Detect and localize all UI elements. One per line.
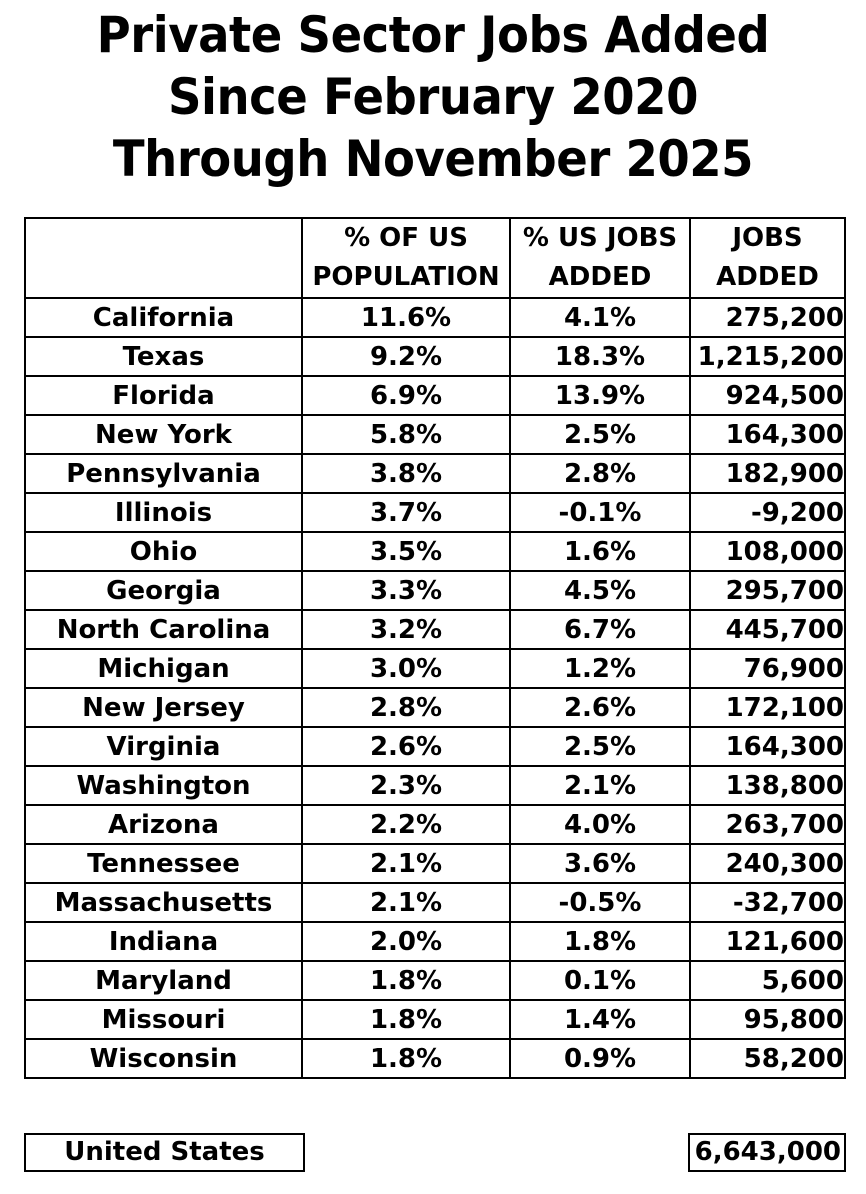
state-cell: Pennsylvania — [25, 454, 302, 493]
pct-jobs-cell: 3.6% — [510, 844, 690, 883]
pct-population-cell: 2.1% — [302, 883, 510, 922]
pct-jobs-cell: -0.1% — [510, 493, 690, 532]
pct-jobs-cell: 0.1% — [510, 961, 690, 1000]
jobs-table — [24, 217, 846, 1079]
jobs-added-cell: 138,800 — [690, 766, 845, 805]
state-cell: Florida — [25, 376, 302, 415]
header-pct-population — [302, 218, 510, 298]
pct-population-cell: 5.8% — [302, 415, 510, 454]
table-row — [25, 610, 845, 649]
state-cell: Georgia — [25, 571, 302, 610]
table-body — [25, 298, 845, 1078]
pct-jobs-cell: 1.2% — [510, 649, 690, 688]
jobs-added-cell: -32,700 — [690, 883, 845, 922]
jobs-added-cell: 164,300 — [690, 727, 845, 766]
state-cell: Washington — [25, 766, 302, 805]
state-cell: Illinois — [25, 493, 302, 532]
jobs-added-cell: 164,300 — [690, 415, 845, 454]
pct-population-cell: 3.5% — [302, 532, 510, 571]
state-cell: California — [25, 298, 302, 337]
pct-population-cell: 3.0% — [302, 649, 510, 688]
pct-population-cell: 6.9% — [302, 376, 510, 415]
total-label: United States — [24, 1133, 305, 1172]
pct-jobs-cell: 2.8% — [510, 454, 690, 493]
header-pct-population-line1: % OF US — [344, 223, 468, 253]
state-cell: Indiana — [25, 922, 302, 961]
jobs-added-cell: 121,600 — [690, 922, 845, 961]
header-pct-population-line2: POPULATION — [312, 262, 500, 292]
table-row — [25, 961, 845, 1000]
header-pct-jobs-line1: % US JOBS — [522, 223, 678, 253]
pct-jobs-cell: 2.5% — [510, 727, 690, 766]
total-jobs-value: 6,643,000 — [688, 1133, 846, 1172]
jobs-added-cell: 240,300 — [690, 844, 845, 883]
title-line-2: Since February 2020 — [168, 68, 698, 126]
jobs-added-cell: 445,700 — [690, 610, 845, 649]
table-row — [25, 805, 845, 844]
table-row — [25, 883, 845, 922]
state-cell: Texas — [25, 337, 302, 376]
table-row — [25, 298, 845, 337]
jobs-added-cell: 95,800 — [690, 1000, 845, 1039]
pct-population-cell: 2.1% — [302, 844, 510, 883]
table-row — [25, 727, 845, 766]
pct-population-cell: 3.7% — [302, 493, 510, 532]
jobs-added-cell: 924,500 — [690, 376, 845, 415]
jobs-added-cell: 76,900 — [690, 649, 845, 688]
pct-jobs-cell: 2.1% — [510, 766, 690, 805]
state-cell: Massachusetts — [25, 883, 302, 922]
pct-population-cell: 1.8% — [302, 1039, 510, 1078]
jobs-added-cell: -9,200 — [690, 493, 845, 532]
jobs-added-cell: 5,600 — [690, 961, 845, 1000]
state-cell: New York — [25, 415, 302, 454]
pct-jobs-cell: 4.5% — [510, 571, 690, 610]
pct-jobs-cell: -0.5% — [510, 883, 690, 922]
state-cell: Wisconsin — [25, 1039, 302, 1078]
header-jobs-added — [690, 218, 845, 298]
pct-population-cell: 1.8% — [302, 1000, 510, 1039]
pct-population-cell: 2.2% — [302, 805, 510, 844]
table-row — [25, 1000, 845, 1039]
table-row — [25, 532, 845, 571]
table-row — [25, 337, 845, 376]
pct-jobs-cell: 1.4% — [510, 1000, 690, 1039]
jobs-added-cell: 172,100 — [690, 688, 845, 727]
page-title — [0, 4, 866, 190]
pct-population-cell: 11.6% — [302, 298, 510, 337]
state-cell: Arizona — [25, 805, 302, 844]
pct-jobs-cell: 1.8% — [510, 922, 690, 961]
table-row — [25, 844, 845, 883]
pct-jobs-cell: 2.5% — [510, 415, 690, 454]
pct-population-cell: 2.6% — [302, 727, 510, 766]
state-cell: North Carolina — [25, 610, 302, 649]
state-cell: Virginia — [25, 727, 302, 766]
title-line-3: Through November 2025 — [112, 130, 754, 188]
jobs-added-cell: 182,900 — [690, 454, 845, 493]
state-cell: Maryland — [25, 961, 302, 1000]
pct-jobs-cell: 1.6% — [510, 532, 690, 571]
header-blank-cell — [25, 218, 302, 298]
table-row — [25, 493, 845, 532]
jobs-added-cell: 263,700 — [690, 805, 845, 844]
table-row — [25, 454, 845, 493]
table-row — [25, 922, 845, 961]
jobs-added-cell: 108,000 — [690, 532, 845, 571]
state-cell: Missouri — [25, 1000, 302, 1039]
state-cell: Tennessee — [25, 844, 302, 883]
header-pct-jobs-line2: ADDED — [548, 262, 652, 292]
table-row — [25, 688, 845, 727]
header-jobs-added-line1: JOBS — [732, 223, 803, 253]
pct-population-cell: 3.3% — [302, 571, 510, 610]
jobs-added-cell: 275,200 — [690, 298, 845, 337]
pct-jobs-cell: 4.0% — [510, 805, 690, 844]
table-row — [25, 649, 845, 688]
pct-population-cell: 2.8% — [302, 688, 510, 727]
pct-jobs-cell: 2.6% — [510, 688, 690, 727]
pct-jobs-cell: 0.9% — [510, 1039, 690, 1078]
title-line-1: Private Sector Jobs Added — [96, 6, 770, 64]
table-row — [25, 376, 845, 415]
table-row — [25, 571, 845, 610]
pct-population-cell: 1.8% — [302, 961, 510, 1000]
pct-jobs-cell: 4.1% — [510, 298, 690, 337]
table-row — [25, 766, 845, 805]
pct-population-cell: 2.0% — [302, 922, 510, 961]
pct-jobs-cell: 18.3% — [510, 337, 690, 376]
pct-population-cell: 3.2% — [302, 610, 510, 649]
state-cell: New Jersey — [25, 688, 302, 727]
table-row — [25, 415, 845, 454]
header-pct-jobs — [510, 218, 690, 298]
jobs-added-cell: 295,700 — [690, 571, 845, 610]
pct-jobs-cell: 6.7% — [510, 610, 690, 649]
header-jobs-added-line2: ADDED — [716, 262, 819, 292]
table-header-row — [25, 218, 845, 298]
pct-population-cell: 2.3% — [302, 766, 510, 805]
pct-jobs-cell: 13.9% — [510, 376, 690, 415]
state-cell: Ohio — [25, 532, 302, 571]
pct-population-cell: 9.2% — [302, 337, 510, 376]
jobs-added-cell: 58,200 — [690, 1039, 845, 1078]
state-cell: Michigan — [25, 649, 302, 688]
jobs-added-cell: 1,215,200 — [690, 337, 845, 376]
table-row — [25, 1039, 845, 1078]
pct-population-cell: 3.8% — [302, 454, 510, 493]
